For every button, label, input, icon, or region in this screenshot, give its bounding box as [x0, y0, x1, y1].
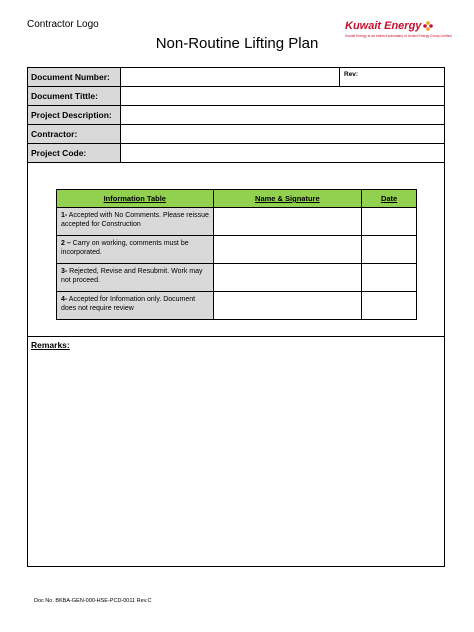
date-cell: [362, 208, 417, 236]
contractor-logo: Contractor Logo: [27, 19, 99, 30]
name-signature-header: Name & Signature: [213, 190, 362, 208]
project-description-label: Project Description:: [28, 106, 121, 124]
contractor-label: Contractor:: [28, 125, 121, 143]
project-code-label: Project Code:: [28, 144, 121, 162]
document-number-footer: Doc No. BKBA-GEN-000-HSE-PCD-0011 Rev.C: [34, 598, 152, 604]
name-signature-cell: [213, 292, 362, 320]
page-title: Non-Routine Lifting Plan: [155, 35, 319, 52]
info-row-text: 1- Accepted with No Comments. Please reissue accepted for Construction: [57, 208, 214, 236]
table-row: [57, 292, 417, 320]
table-row: [57, 264, 417, 292]
form-frame: [27, 67, 445, 567]
info-row-text: 4- Accepted for Information only. Document does not require review: [57, 292, 214, 320]
name-signature-cell: [213, 236, 362, 264]
information-table: [56, 189, 417, 320]
document-title-row: [28, 87, 444, 106]
flower-icon: [423, 21, 433, 31]
info-row-text: 3- Rejected, Revise and Resubmit. Work may not proceed.: [57, 264, 214, 292]
document-number-row: [28, 68, 444, 87]
rev-label: Rev:: [339, 68, 444, 86]
brand-tagline: Kuwait Energy is an indirect subsidiary of United Energy Group Limited: [345, 34, 452, 38]
date-cell: [362, 236, 417, 264]
document-title-label: Document Tittle:: [28, 87, 121, 105]
info-table-header: Information Table: [57, 190, 214, 208]
name-signature-cell: [213, 264, 362, 292]
table-row: [57, 208, 417, 236]
name-signature-cell: [213, 208, 362, 236]
date-cell: [362, 264, 417, 292]
project-description-row: [28, 106, 444, 125]
section-divider: [28, 336, 444, 337]
date-cell: [362, 292, 417, 320]
remarks-label: Remarks:: [31, 340, 70, 350]
project-code-row: [28, 144, 444, 163]
info-row-text: 2 – Carry on working, comments must be incorporated.: [57, 236, 214, 264]
document-number-label: Document Number:: [28, 68, 121, 86]
date-header: Date: [362, 190, 417, 208]
brand-name: Kuwait Energy: [345, 20, 422, 32]
contractor-row: [28, 125, 444, 144]
table-row: [57, 236, 417, 264]
